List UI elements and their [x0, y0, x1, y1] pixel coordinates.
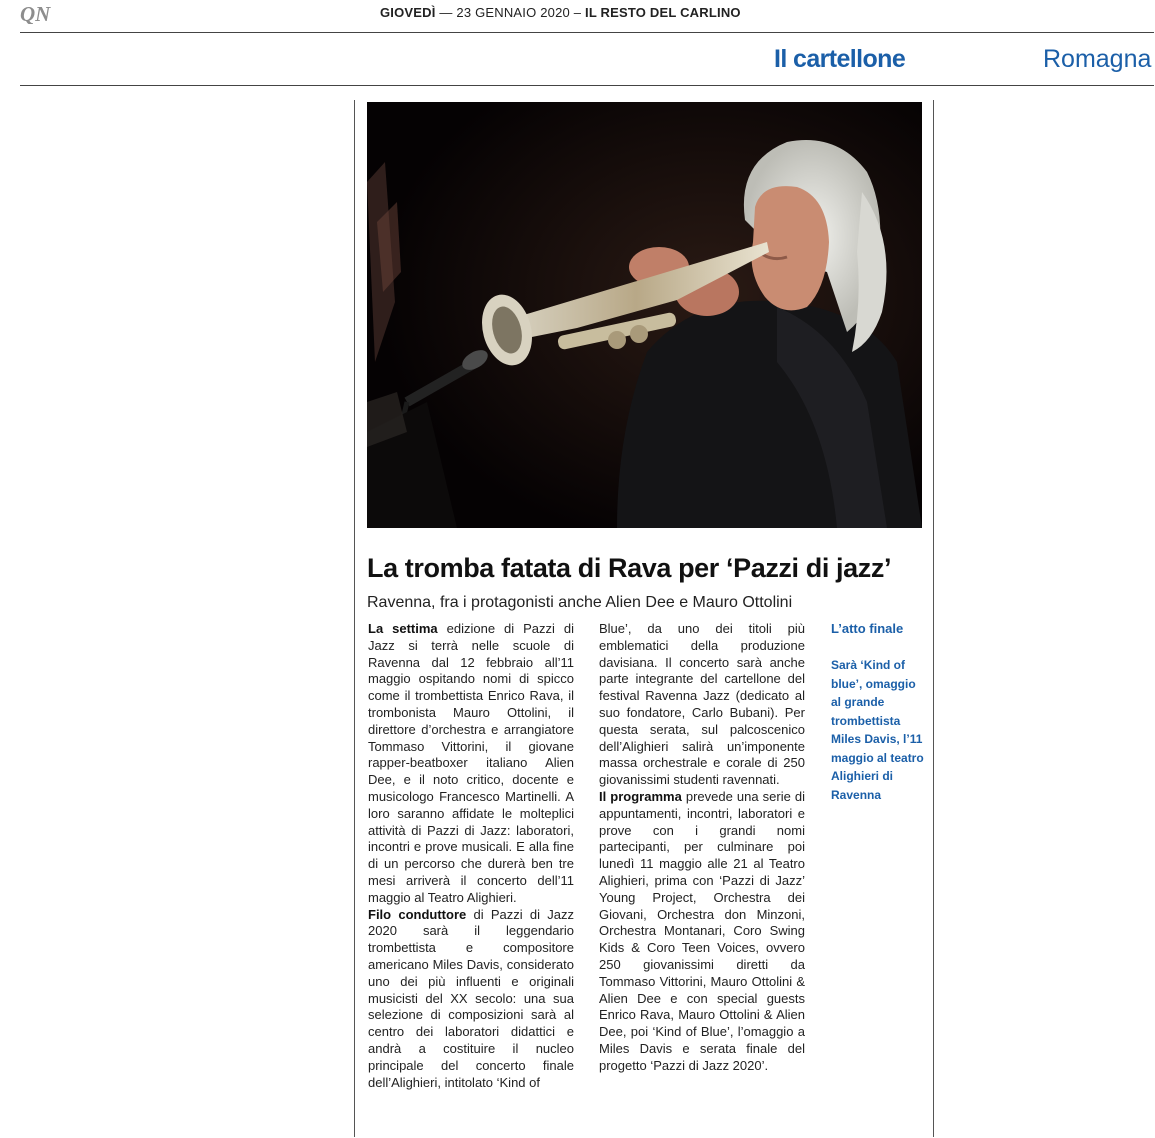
dateline-day: GIOVEDÌ: [380, 5, 436, 20]
dateline-date: 23 GENNAIO 2020: [456, 5, 570, 20]
article-photo: [367, 102, 922, 528]
article-headline: La tromba fatata di Rava per ‘Pazzi di jazz’: [367, 553, 892, 583]
header-rule-bottom: [20, 85, 1154, 86]
paragraph-4: [599, 789, 805, 1075]
paragraph-4-text: prevede una serie di appuntamenti, incontri, laboratori e prove con i grandi nomi partecipanti, per culminare poi lunedì 11 maggio alle 21 al Teatro Alighieri, prima con ‘Pazzi di Jazz’ Young Project, Orchestra dei Giovani, Orchestra don Minzoni, Orchestra Montanari, Coro Swing Kids & Coro Teen Voices, ovvero 250 giovanissimi diretti da Tommaso Vittorini, Mauro Ottolini & Alien Dee e con special guests Enrico Rava, Mauro Ottolini & Alien Dee, poi ‘Kind of Blue’, l’omaggio a Miles Davis e serata finale del progetto ‘Pazzi di Jazz 2020’.: [599, 788, 805, 1073]
paragraph-1: [368, 621, 574, 907]
paragraph-4-lead: Il programma: [599, 788, 682, 804]
article-subhead: Ravenna, fra i protagonisti anche Alien Dee e Mauro Ottolini: [367, 594, 793, 611]
region-label: Romagna: [1043, 45, 1152, 73]
qn-logo: [20, 4, 68, 24]
paragraph-1-text: edizione di Pazzi di Jazz si terrà nelle scuole di Ravenna dal 12 febbraio all’11 maggio ospitando nomi di spicco come il trombettista Enrico Rava, il trombonista Mauro Ottolini, il direttore d’orchestra e arrangiatore Tommaso Vittorini, il giovane rapper-beatboxer italiano Alien Dee, e il noto critico, docente e musicologo Francesco Martinelli. A loro saranno affidate le molteplici attività di Pazzi di Jazz: laboratori, incontri e prove musicali. E alla fine di un percorso che durerà ben tre mesi arriverà il concerto dell’11 maggio al Teatro Alighieri.: [368, 621, 574, 905]
svg-text:QN: QN: [20, 4, 51, 24]
paragraph-3: Blue’, da uno dei titoli più emblematici della produzione davisiana. Il concerto sarà anche parte integrante del cartellone del festival Ravenna Jazz (dedicato al suo fondatore, Carlo Bubani). Per questa serata, sul palcoscenico dell’Alighieri salirà un’imponente massa orchestrale e corale di 250 giovanissimi studenti ravennati.: [599, 621, 805, 788]
section-title: Il cartellone: [774, 45, 906, 73]
sidebar-text: Sarà ‘Kind of blue’, omaggio al grande trombettista Miles Davis, l’11 maggio al teatro Alighieri di Ravenna: [831, 658, 924, 802]
dateline-dash: –: [573, 5, 582, 20]
dateline-newspaper: IL RESTO DEL CARLINO: [585, 5, 741, 20]
dateline-separator: —: [439, 5, 453, 20]
article-column-1: [368, 621, 574, 1091]
sidebar-title: L’atto finale: [831, 621, 904, 636]
column-rule-right: [933, 100, 934, 1137]
article-column-2: [599, 621, 805, 1075]
dateline: [380, 5, 741, 20]
header-rule-top: [20, 32, 1154, 33]
paragraph-2: [368, 907, 574, 1092]
paragraph-2-lead: Filo conduttore: [368, 906, 467, 922]
paragraph-2-text: di Pazzi di Jazz 2020 sarà il leggendario trombettista e compositore americano Miles Davis, considerato uno dei più influenti e originali musicisti del XX secolo: una sua selezione di composizioni sarà al centro dei laboratori didattici e andrà a costituire il nucleo principale del concerto finale dell’Alighieri, intitolato ‘Kind of: [368, 906, 575, 1090]
column-rule-left: [354, 100, 355, 1137]
paragraph-1-lead: La settima: [368, 621, 438, 636]
